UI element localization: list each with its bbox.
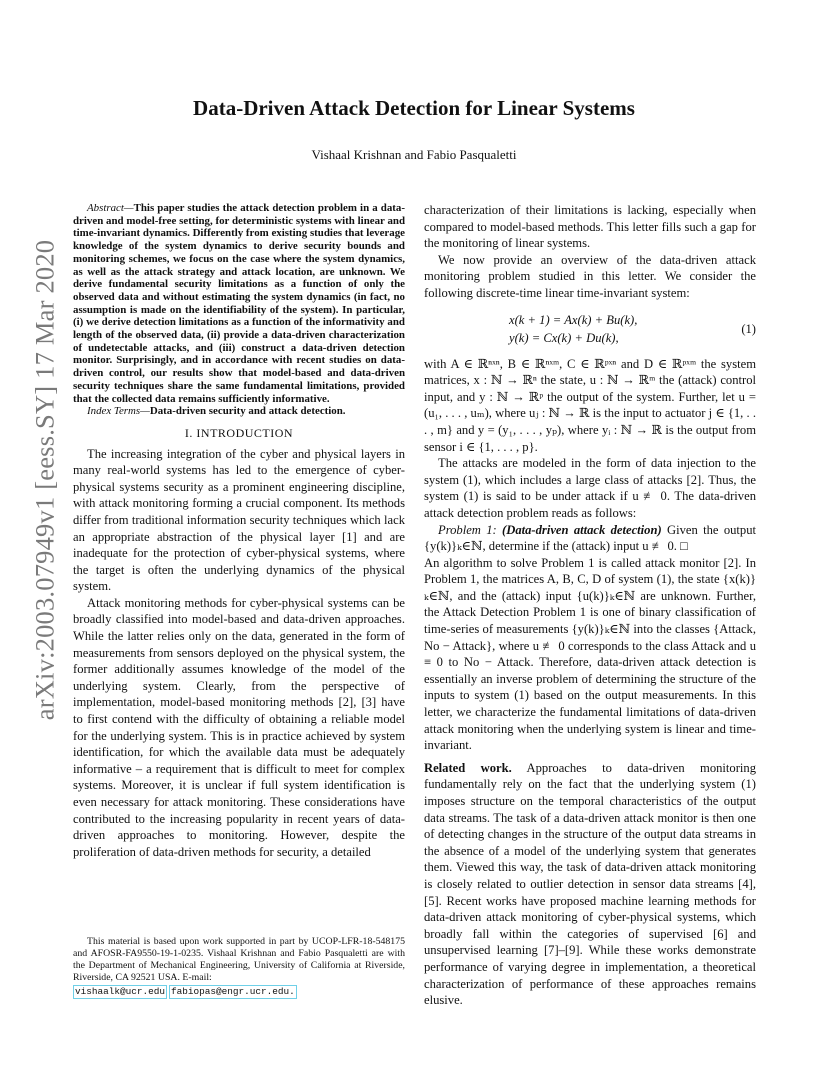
- intro-paragraph-1: The increasing integration of the cyber and physical layers in many real-world systems has led to the emergence of cyber-physical systems security as a prominent engineering discipline, with attack monitoring forming a crucial component. Its methods differ from traditional information security techniques which lack an appropriate abstraction of the physical layer [1] and are inadequate for the protection of cyber-physical systems, where the target is often the underlying dynamics of the physical system.: [73, 446, 405, 594]
- section-heading-introduction: I. INTRODUCTION: [184, 425, 294, 440]
- abstract-text: This paper studies the attack detection problem in a data-driven and model-free setting, for deterministic systems with linear and time-invariant dynamics. Differently from existing studies that leverage knowledge of the system dynamics to derive security bounds and monitoring schemes, we focus on the case where the system dynamics, as well as the attack strategy and attack location, are unknown. We derive fundamental security limitations as a function of only the observed data and without estimating the system dynamics (in fact, no assumption is made on the identifiability of the system). In particular, (i) we derive detection limitations as a function of the informativity and length of the observed data, (ii) provide a data-driven characterization of undetectable attacks, and (iii) construct a data-driven detection monitor. Surprisingly, and in accordance with recent studies on data-driven control, our results show that model-based and data-driven security techniques share the same fundamental limitations, provided that the collected data remains sufficiently informative.: [73, 202, 405, 405]
- email-link-krishnan[interactable]: vishaalk@ucr.edu: [75, 985, 166, 997]
- paper-authors: Vishaal Krishnan and Fabio Pasqualetti: [311, 147, 517, 162]
- related-work-text: Approaches to data-driven monitoring fundamentally rely on the fact that the underlying system (1) imposes structure on the temporal characteristics of the output data streams. The task of a data-driven attack monitor is then one of detecting changes in the structure of the output data streams in the absence of a model of the underlying system that generates them. Viewed this way, the task of data-driven attack monitoring is closely related to outlier detection in sensor data streams [4], [5]. Recent works have proposed machine learning methods for data-driven attack monitoring of cyber-physical systems, which broadly fall within the categories of supervised [6] and unsupervised learning [7]–[9]. While these works demonstrate performance of varying degree in implementation, a theoretical characterization of performance of these approaches remains elusive.: [424, 760, 756, 1008]
- right-paragraph-4: The attacks are modeled in the form of data injection to the system (1), which includes a large class of attacks [2]. Thus, the system (1) is said to be under attack if u ≢ 0. The data-driven attack detection problem reads as follows:: [424, 456, 756, 520]
- problem-statement: [424, 522, 756, 555]
- arxiv-stamp: [20, 239, 70, 721]
- equation-line-1: x(k + 1) = Ax(k) + Bu(k),: [509, 312, 638, 327]
- equation-number: (1): [741, 321, 756, 336]
- equation-line-2: y(k) = Cx(k) + Du(k),: [509, 330, 619, 345]
- index-terms-label: Index Terms—: [87, 405, 150, 418]
- index-terms-text: Data-driven security and attack detection.: [149, 405, 346, 418]
- left-column: [73, 202, 405, 860]
- problem-text: Given the output {y(k)}ₖ∈ℕ, determine if the (attack) input u ≢ 0. □: [424, 522, 756, 554]
- abstract-label: Abstract—: [87, 202, 134, 214]
- equation-1: [424, 310, 756, 350]
- arxiv-id: arXiv:2003.07949v1 [eess.SY] 17 Mar 2020: [29, 239, 60, 721]
- paper-title: Data-Driven Attack Detection for Linear Systems: [193, 96, 635, 120]
- related-work-label: Related work.: [424, 760, 512, 775]
- related-work-paragraph: [424, 760, 756, 1009]
- footnote: [73, 936, 405, 999]
- intro-paragraph-2: Attack monitoring methods for cyber-physical systems can be broadly classified into model-based and data-driven approaches. While the latter relies only on the data, generated in the form of measurements from sensors deployed on the physical system, the former additionally assumes knowledge of the model of the underlying system. Clearly, from the perspective of implementation, model-based monitoring methods [2], [3] have to first contend with the difficulty of obtaining a reliable model for the underlying system. This is in practice achieved by system identification, for which the available data must be adequately informative – a requirement that is difficult to meet for complex systems. Moreover, it is unclear if full system identification is even necessary for attack monitoring. These considerations have contributed to the increasing popularity in recent years of data-driven approaches to monitoring. However, despite the proliferation of data-driven methods for security, a detailed: [73, 595, 405, 859]
- right-paragraph-3: with A ∈ ℝⁿˣⁿ, B ∈ ℝⁿˣᵐ, C ∈ ℝᵖˣⁿ and D ∈ ℝᵖˣᵐ the system matrices, x : ℕ → ℝⁿ the state, u : ℕ → ℝᵐ the (attack) control input, and y : ℕ → ℝᵖ the output of the system. Further, let u = (u₁, . . . , uₘ), where uⱼ : ℕ → ℝ is the input to actuator j ∈ {1, . . . , m} and y = (y₁, . . . , yₚ), where yᵢ : ℕ → ℝ is the output from sensor i ∈ {1, . . . , p}.: [424, 356, 756, 454]
- email-list: [73, 985, 405, 999]
- problem-name: (Data-driven attack detection): [502, 522, 662, 537]
- right-paragraph-5: An algorithm to solve Problem 1 is called attack monitor [2]. In Problem 1, the matrices A, B, C, D of system (1), the state {x(k)}ₖ∈ℕ, and the (attack) input {u(k)}ₖ∈ℕ are unknown. Further, the Attack Detection Problem 1 is one of binary classification of time-series of measurements {y(k)}ₖ∈ℕ into the classes {Attack, No − Attack}, where u ≢ 0 corresponds to the class Attack and u ≡ 0 to No − Attack. Therefore, data-driven attack detection is essentially an inverse problem of determining the structure of the inputs to system (1) based on the output measurements. In this letter, we characterize the fundamental limitations of data-driven attack monitoring when the underlying system is linear and time-invariant.: [424, 555, 756, 753]
- footnote-text: This material is based upon work supported in part by UCOP-LFR-18-548175 and AFOSR-FA9550-19-1-0235. Vishaal Krishnan and Fabio Pasqualetti are with the Department of Mechanical Engineering, University of California at Riverside, Riverside, CA 92521 USA. E-mail:: [73, 936, 405, 983]
- right-paragraph-1: characterization of their limitations is lacking, especially when compared to model-based methods. This letter fills such a gap for the monitoring of linear systems.: [424, 203, 756, 251]
- abstract: [73, 202, 405, 405]
- email-link-pasqualetti[interactable]: fabiopas@engr.ucr.edu.: [171, 985, 295, 997]
- right-paragraph-2: We now provide an overview of the data-driven attack monitoring problem studied in this letter. We consider the following discrete-time linear time-invariant system:: [424, 252, 756, 300]
- problem-label: Problem 1:: [438, 522, 497, 537]
- right-column: [424, 202, 756, 1009]
- index-terms: [73, 405, 405, 418]
